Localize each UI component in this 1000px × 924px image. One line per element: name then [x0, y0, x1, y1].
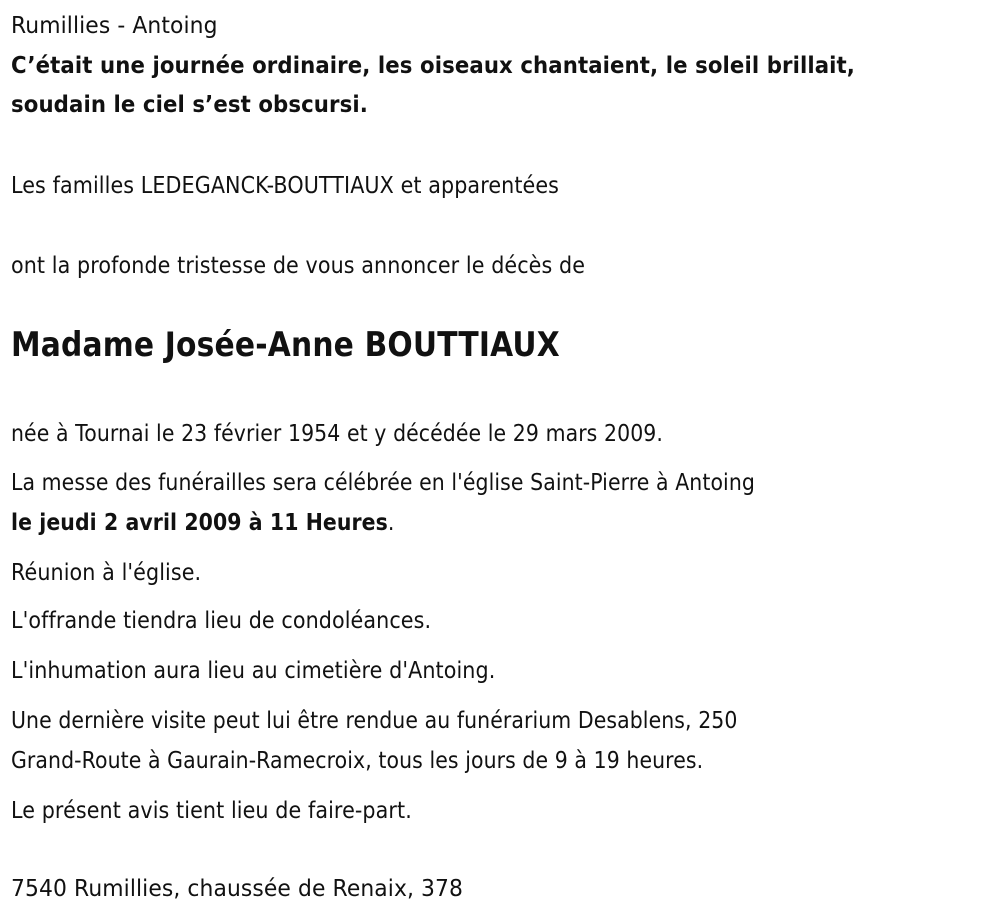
burial-text: L'inhumation aura lieu au cimetière d'Antoing. — [11, 656, 496, 684]
visit-line-2 — [11, 745, 807, 775]
visit-text-1: Une dernière visite peut lui être rendue au funérarium Desablens, 250 — [11, 706, 738, 734]
families-text: Les familles LEDEGANCK-BOUTTIAUX et apparentées — [11, 171, 560, 199]
deceased-name-heading — [11, 325, 638, 365]
funeral-line-1 — [11, 467, 866, 497]
address-line — [11, 873, 497, 903]
birth-death-line — [11, 418, 760, 448]
epigraph-text-1: C’était une journée ordinaire, les oiseaux chantaient, le soleil brillait, — [11, 51, 855, 79]
deceased-name-text: Madame Josée-Anne BOUTTIAUX — [11, 325, 560, 365]
meeting-text: Réunion à l'église. — [11, 558, 202, 586]
address-text: 7540 Rumillies, chaussée de Renaix, 378 — [11, 874, 464, 902]
location-header — [11, 10, 233, 40]
funeral-date-suffix: . — [387, 508, 395, 536]
funeral-date-line — [11, 507, 452, 537]
faire-part-text: Le présent avis tient lieu de faire-part. — [11, 796, 412, 824]
offering-line — [11, 605, 488, 635]
announcement-text: ont la profonde tristesse de vous annoncer le décès de — [11, 251, 586, 279]
burial-line — [11, 655, 561, 685]
epigraph-line-2 — [11, 89, 405, 119]
visit-line-1 — [11, 705, 846, 735]
visit-text-2: Grand-Route à Gaurain-Ramecroix, tous les jours de 9 à 19 heures. — [11, 746, 704, 774]
meeting-line — [11, 557, 227, 587]
funeral-text: La messe des funérailles sera célébrée en l'église Saint-Pierre à Antoing — [11, 468, 755, 496]
announcement-line — [11, 250, 663, 280]
funeral-date-bold: le jeudi 2 avril 2009 à 11 Heures — [11, 508, 388, 536]
offering-text: L'offrande tiendra lieu de condoléances. — [11, 606, 432, 634]
epigraph-line-1 — [11, 50, 944, 80]
funeral-date-wrapper — [11, 507, 394, 537]
faire-part-line — [11, 795, 467, 825]
location-text: Rumillies - Antoing — [11, 11, 218, 39]
birth-death-text: née à Tournai le 23 février 1954 et y décédée le 29 mars 2009. — [11, 419, 663, 447]
families-line — [11, 170, 634, 200]
epigraph-text-2: soudain le ciel s’est obscursi. — [11, 90, 368, 118]
